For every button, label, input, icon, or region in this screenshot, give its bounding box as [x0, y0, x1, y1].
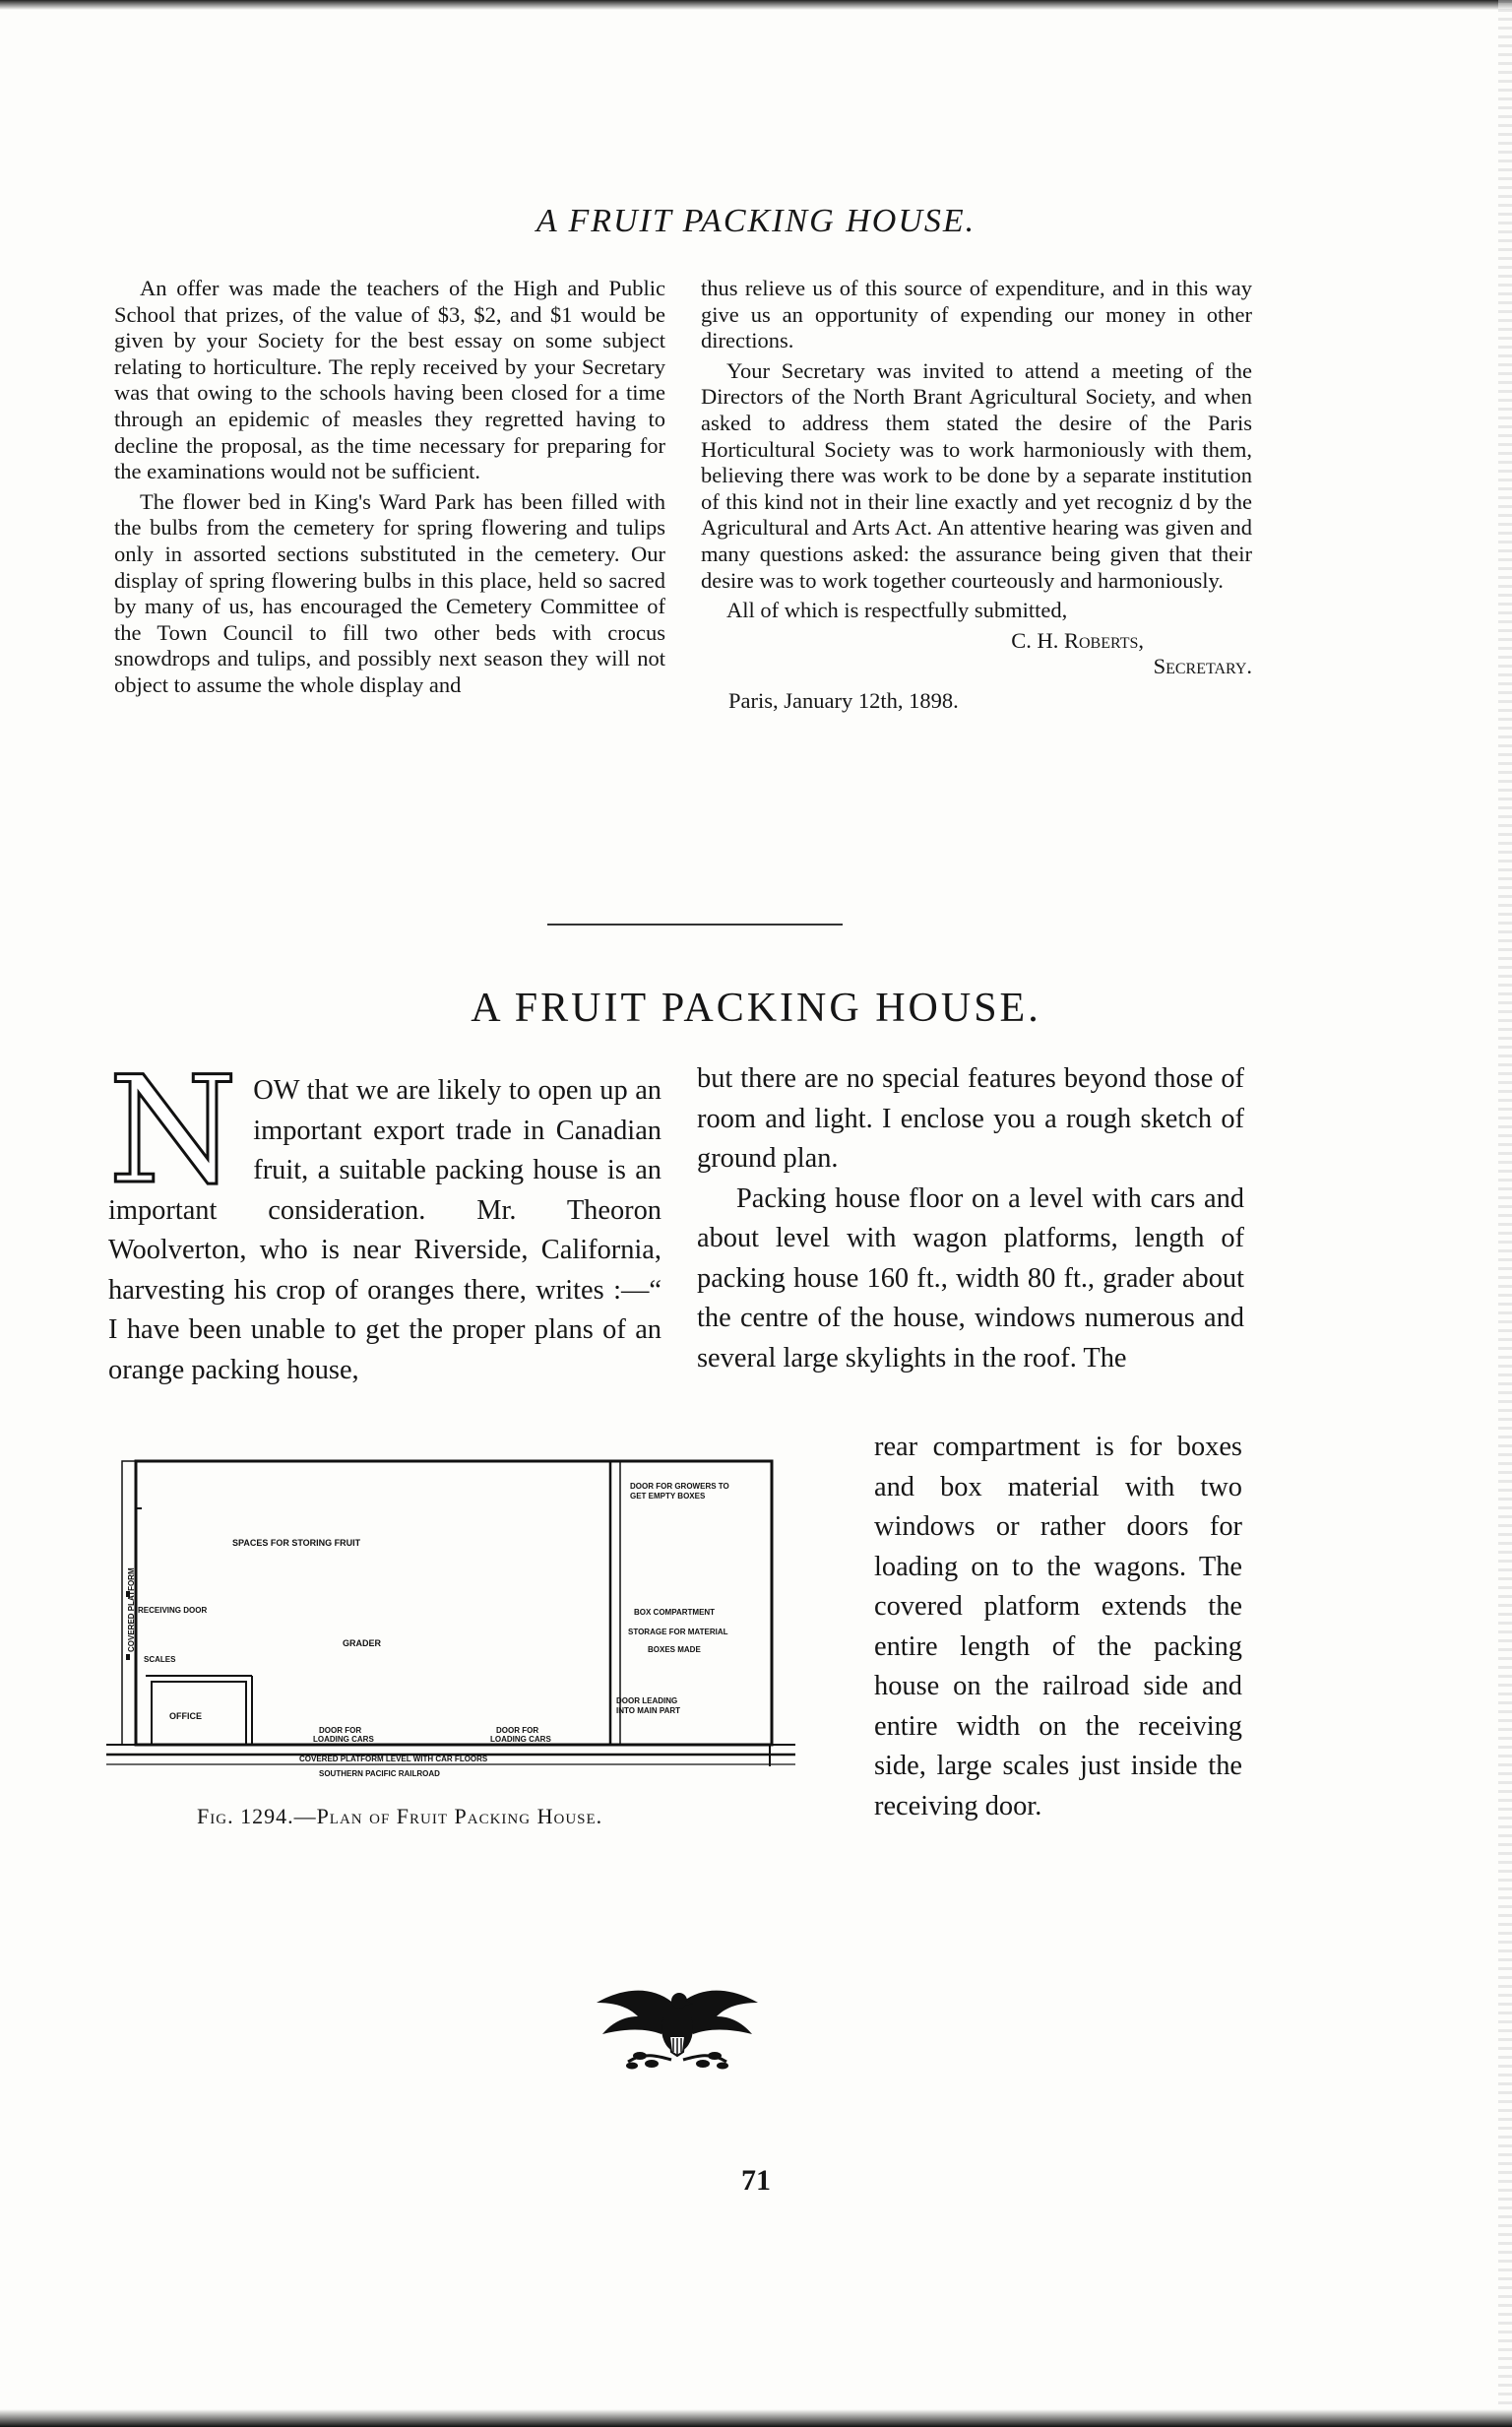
label-loading-door-2b: LOADING CARS: [490, 1735, 551, 1744]
article-right-column: [697, 1059, 1244, 1378]
signature-title: Secretary.: [1153, 654, 1252, 679]
article-paragraph: rear compartment is for boxes and box material with two windows or rather doors for loading on to the wagons. The covered platform extends the entire length of the packing house on the railroad side and entire width on the receiving side, large scales just inside the receiving door.: [874, 1432, 1242, 1821]
label-loading-door-1: DOOR FOR: [319, 1726, 362, 1735]
label-receiving-door: RECEIVING DOOR: [138, 1606, 208, 1615]
floor-plan-figure: [106, 1447, 795, 1782]
report-left-column: [114, 276, 665, 703]
label-door-main-2: INTO MAIN PART: [616, 1706, 681, 1715]
label-office: OFFICE: [169, 1711, 202, 1721]
report-paragraph: An offer was made the teachers of the High and Public School that prizes, of the value of $3, $2, and $1 would be given by your Society for the best essay on some subject relating to horticulture. The reply received by your Secretary was that owing to the schools having been closed for a time through an epidemic of measles they regretted having to decline the proposal, as the time necessary for preparing for the examinations would not be sufficient.: [114, 276, 665, 484]
report-paragraph: All of which is respectfully submitted,: [726, 598, 1068, 623]
report-right-column: [701, 276, 1252, 715]
report-paragraph: The flower bed in King's Ward Park has been filled with the bulbs from the cemetery for spring flowering and tulips only in assorted sections substituted in the cemetery. Our display of spring flowering bulbs in this place, held so sacred by many of us, has encouraged the Cemetery Committee of the Town Council to fill two other beds with crocus snowdrops and tulips, and possibly next season they will not object to assume the whole display and: [114, 488, 665, 697]
dateline: Paris, January 12th, 1898.: [728, 687, 959, 713]
eagle-ornament-icon: [589, 1977, 766, 2076]
article-paragraph: Packing house floor on a level with cars and about level with wagon platforms, length of packing house 160 ft., width 80 ft., grader about the centre of the house, windows numerous and several large skylights in the roof. The: [697, 1182, 1244, 1373]
article-left-column: [108, 1046, 662, 1390]
label-scales: SCALES: [144, 1655, 176, 1664]
label-railroad: SOUTHERN PACIFIC RAILROAD: [319, 1769, 440, 1778]
article-title: A FRUIT PACKING HOUSE.: [471, 986, 1041, 1031]
label-door-growers-2: GET EMPTY BOXES: [630, 1492, 706, 1501]
scan-edge-bottom: [0, 2409, 1512, 2427]
drop-cap: N: [108, 1046, 238, 1217]
label-loading-door-1b: LOADING CARS: [313, 1735, 374, 1744]
signature-name: C. H. Roberts,: [1011, 627, 1144, 653]
scan-edge-top: [0, 0, 1512, 10]
report-paragraph: Your Secretary was invited to attend a meeting of the Directors of the North Brant Agricultural Society, and when asked to address them stated the desire of the Paris Horticultural Society was to work harmoniously with them, believing there was work to be done by a separate institution of this kind not in their line exactly and yet recogniz d by the Agricultural and Arts Act. An attentive hearing was given and many questions asked: the assurance being given that their desire was to work together courteously and harmoniously.: [701, 357, 1252, 593]
label-door-main: DOOR LEADING: [616, 1696, 678, 1705]
scan-edge-right: [1498, 0, 1512, 2427]
label-loading-door-2: DOOR FOR: [496, 1726, 539, 1735]
article-paragraph: but there are no special features beyond those of room and light. I enclose you a rough sketch of ground plan.: [697, 1063, 1244, 1174]
label-side-platform: COVERED PLATFORM: [127, 1567, 136, 1652]
report-paragraph: thus relieve us of this source of expenditure, and in this way give us an opportunity of expending our money in other directions.: [701, 276, 1252, 353]
label-box-compartment: BOX COMPARTMENT: [634, 1608, 716, 1617]
label-storing: SPACES FOR STORING FRUIT: [232, 1538, 361, 1548]
label-door-growers: DOOR FOR GROWERS TO: [630, 1482, 729, 1491]
figure-caption: Fig. 1294.—Plan of Fruit Packing House.: [197, 1804, 603, 1828]
article-paragraph: OW that we are likely to open up an important export trade in Canadian fruit, a suitable packing house is an important consideration. Mr. Theoron Woolverton, who is near Riverside, California, harvesting his crop of oranges there, writes :—“ I have been unable to get the proper plans of an orange packing house,: [108, 1075, 662, 1385]
article-wrap-column: [874, 1428, 1242, 1826]
running-head: A FRUIT PACKING HOUSE.: [536, 203, 976, 239]
page-number: 71: [741, 2164, 771, 2197]
label-platform: COVERED PLATFORM LEVEL WITH CAR FLOORS: [299, 1755, 488, 1763]
section-divider: [547, 924, 843, 926]
label-storage-2: BOXES MADE: [648, 1645, 701, 1654]
label-grader: GRADER: [343, 1638, 382, 1648]
label-storage: STORAGE FOR MATERIAL: [628, 1628, 728, 1636]
